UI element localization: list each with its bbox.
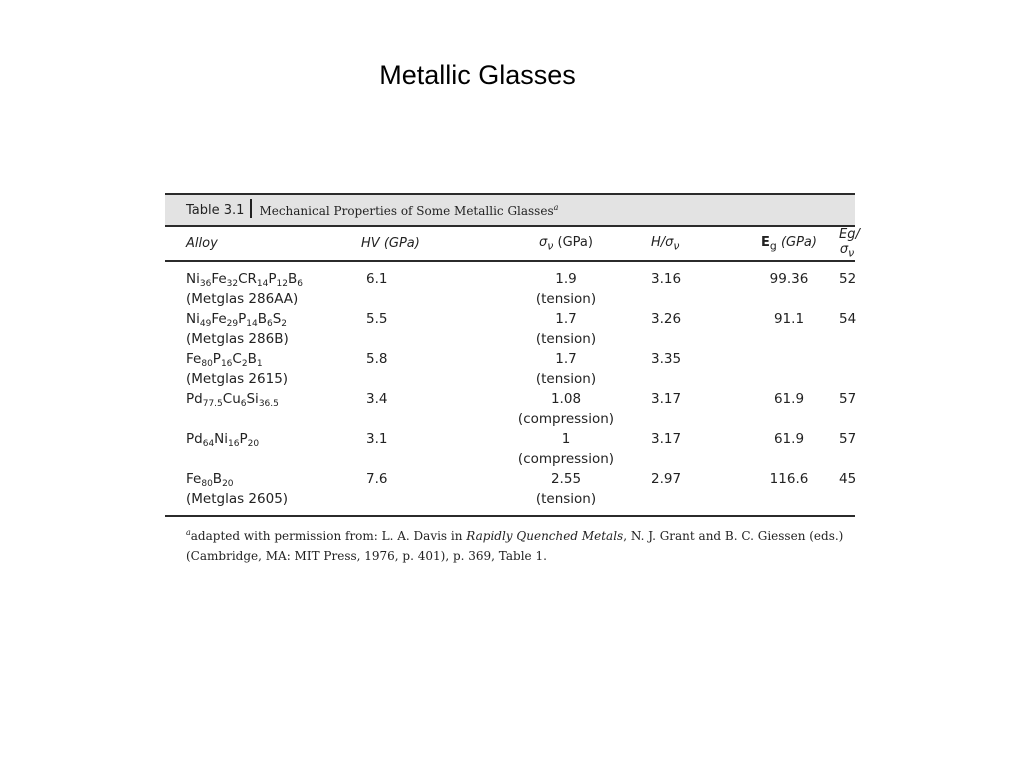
header-sigma: $\sigma_\nu$ (GPa): [501, 227, 631, 261]
header-eg: $E_g$ (GPa): [739, 227, 839, 261]
alloy-formula: $Ni_{36}Fe_{32}CR_{14}P_{12}B_6$: [186, 270, 303, 289]
h-over-sigma-cell: 3.26: [651, 310, 682, 327]
alloy-trade-name: (Metglas 286AA): [186, 290, 299, 307]
table-label: Table 3.1: [186, 202, 245, 218]
alloy-formula: $Pd_{64}Ni_{16}P_{20}$: [186, 430, 260, 449]
eg-cell: 61.9: [773, 390, 805, 407]
alloy-cell: [165, 309, 336, 349]
h-over-sigma-cell: 3.17: [651, 430, 682, 447]
sigma-cell: 1 (compression): [517, 430, 615, 467]
slide-title: Metallic Glasses: [379, 60, 576, 90]
alloy-cell: [165, 469, 336, 515]
eg-over-sigma-cell: 54: [839, 310, 857, 327]
alloy-formula: $Pd_{77.5}Cu_6Si_{36.5}$: [186, 390, 279, 409]
eg-over-sigma-cell: 45: [839, 470, 857, 487]
sigma-cell: 2.55 (tension): [535, 470, 597, 507]
table-body: [165, 261, 855, 515]
table-header-row: [165, 227, 855, 261]
footnote-line-2: (Cambridge, MA: MIT Press, 1976, p. 401), p. 369, Table 1.: [186, 548, 547, 563]
table-row: [165, 261, 855, 309]
hv-cell: 3.1: [366, 430, 388, 447]
alloy-cell: [165, 389, 336, 429]
alloy-cell: [165, 429, 336, 469]
table-row: [165, 389, 855, 429]
hv-cell: 6.1: [366, 270, 388, 287]
eg-cell: 91.1: [773, 310, 805, 327]
alloy-trade-name: (Metglas 2615): [186, 370, 289, 387]
h-over-sigma-cell: 3.35: [651, 350, 682, 367]
eg-over-sigma-cell: 57: [839, 390, 857, 407]
table-caption-bar: [165, 193, 855, 227]
eg-cell: 99.36: [769, 270, 809, 287]
caption-separator: [250, 199, 252, 218]
hv-cell: 5.8: [366, 350, 388, 367]
header-hv: HV (GPa): [336, 227, 501, 261]
table-caption-marker: a: [553, 202, 559, 212]
table-footnote: [165, 517, 855, 566]
alloy-formula: $Fe_{80}B_{20}$: [186, 470, 234, 489]
alloy-cell: [165, 349, 336, 389]
hv-cell: 7.6: [366, 470, 388, 487]
alloy-trade-name: (Metglas 286B): [186, 330, 289, 347]
eg-over-sigma-cell: 57: [839, 430, 857, 447]
alloy-formula: $Ni_{49}Fe_{29}P_{14}B_6S_2$: [186, 310, 288, 329]
hv-cell: 5.5: [366, 310, 388, 327]
table-row: [165, 429, 855, 469]
h-over-sigma-cell: 3.17: [651, 390, 682, 407]
footnote-line-1: $^a$adapted with permission from: L. A. Davis in Rapidly Quenched Metals, N. J. Grant and B. C. Giessen (eds.): [186, 527, 844, 543]
table-caption: [259, 203, 558, 218]
header-h-over-sigma: $H/\sigma_\nu$: [631, 227, 739, 261]
properties-table: [165, 227, 860, 515]
properties-table-block: [165, 193, 860, 566]
alloy-formula: $Fe_{80}P_{16}C_2B_1$: [186, 350, 263, 369]
header-alloy: Alloy: [165, 227, 336, 261]
eg-cell: 116.6: [769, 470, 809, 487]
header-eg-over-sigma: $Eg/\sigma_\nu$: [839, 227, 860, 260]
table-row: [165, 309, 855, 349]
eg-over-sigma-cell: [839, 349, 855, 389]
sigma-cell: 1.08 (compression): [517, 390, 615, 427]
eg-cell: [739, 349, 839, 389]
h-over-sigma-cell: 2.97: [651, 470, 682, 487]
eg-cell: 61.9: [773, 430, 805, 447]
table-row: [165, 349, 855, 389]
h-over-sigma-cell: 3.16: [651, 270, 682, 287]
sigma-cell: 1.7 (tension): [535, 310, 597, 347]
table-row: [165, 469, 855, 515]
eg-over-sigma-cell: 52: [839, 270, 857, 287]
alloy-cell: [165, 261, 336, 309]
table-caption-text: Mechanical Properties of Some Metallic Glasses: [259, 203, 554, 218]
sigma-cell: 1.9 (tension): [535, 270, 597, 307]
hv-cell: 3.4: [366, 390, 388, 407]
alloy-trade-name: (Metglas 2605): [186, 490, 289, 507]
sigma-cell: 1.7 (tension): [535, 350, 597, 387]
